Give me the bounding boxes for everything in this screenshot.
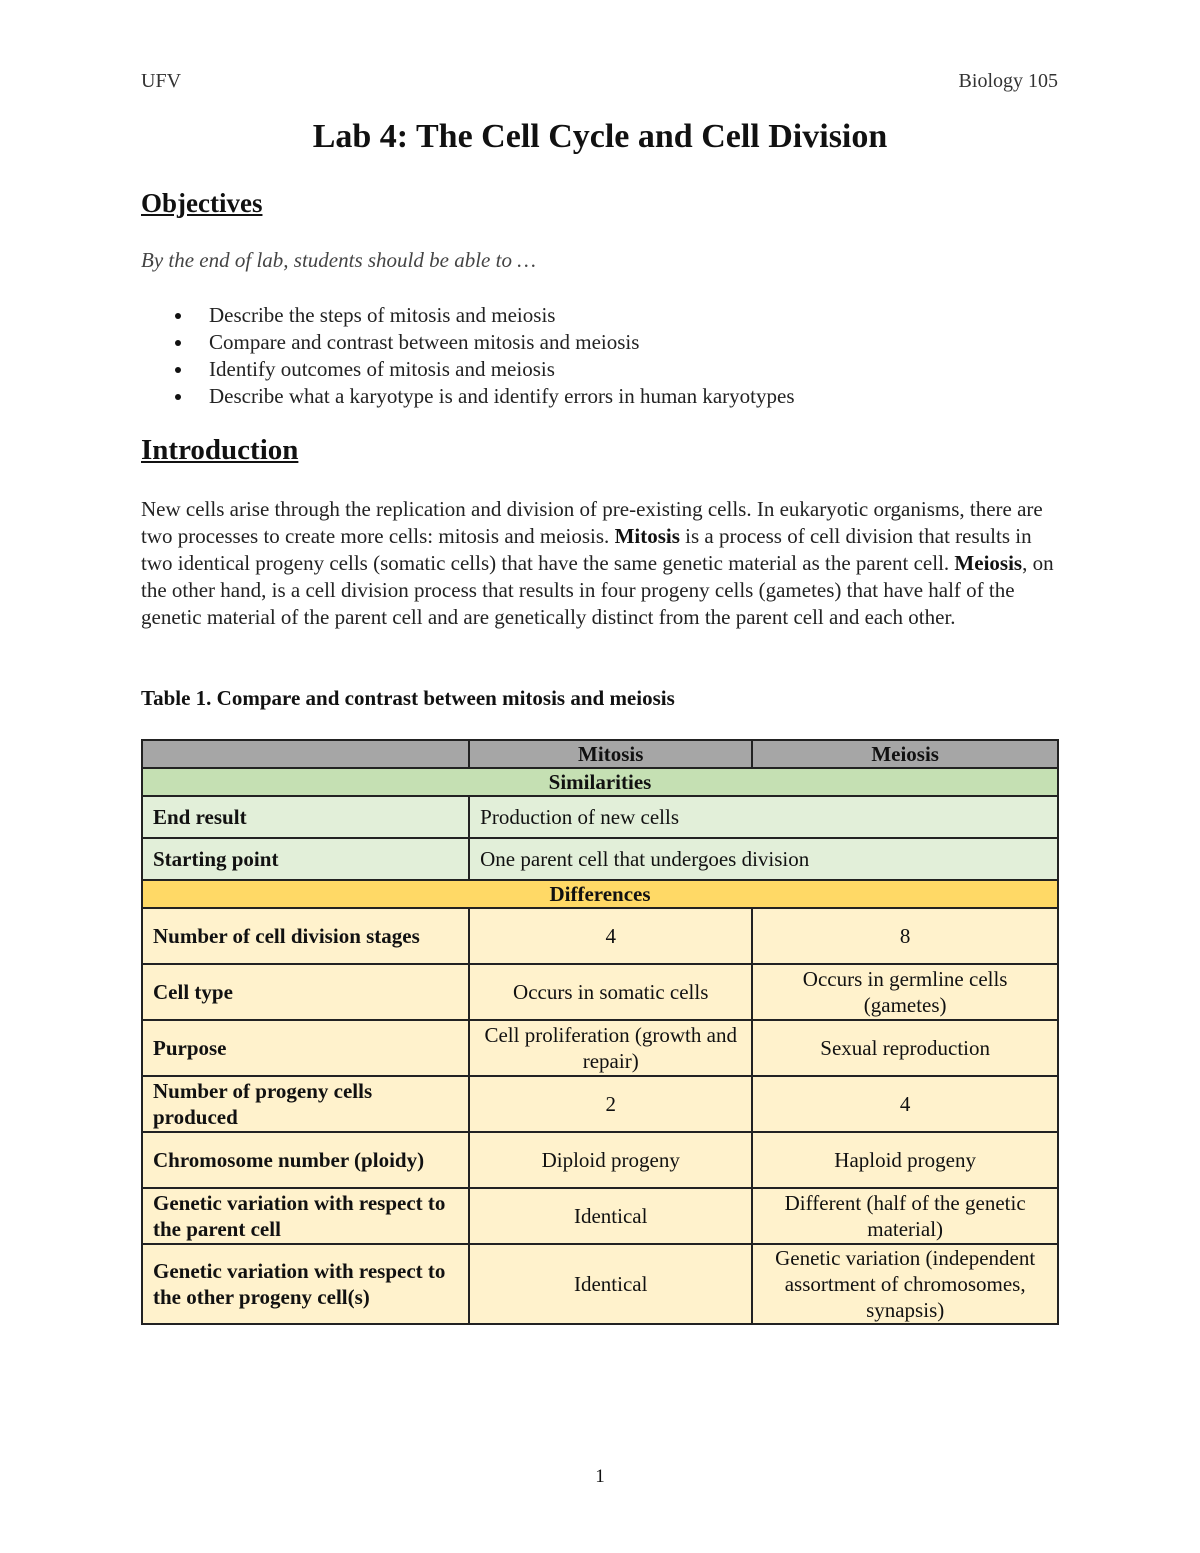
header-course-name: Biology 105: [958, 70, 1058, 92]
row-label: Chromosome number (ploidy): [142, 1132, 469, 1188]
table-header-row: [142, 740, 1058, 768]
page-title: Lab 4: The Cell Cycle and Cell Division: [312, 118, 888, 155]
objective-item: Compare and contrast between mitosis and meiosis: [141, 329, 795, 356]
table-row: [142, 796, 1058, 838]
header-course-org: UFV: [141, 70, 182, 92]
table-row: [142, 1188, 1058, 1244]
cell-mitosis: Occurs in somatic cells: [469, 964, 752, 1020]
introduction-paragraph: [141, 496, 1061, 631]
cell-meiosis: 4: [752, 1076, 1058, 1132]
table-row: [142, 1244, 1058, 1324]
table-row: [142, 1076, 1058, 1132]
row-label: Genetic variation with respect to the other progeny cell(s): [142, 1244, 469, 1324]
cell-mitosis: Identical: [469, 1244, 752, 1324]
header-meiosis: Meiosis: [752, 740, 1058, 768]
table-row: [142, 1132, 1058, 1188]
row-shared-value: One parent cell that undergoes division: [469, 838, 1058, 880]
table-row: [142, 1020, 1058, 1076]
section-differences: [142, 880, 1058, 908]
table-row: [142, 908, 1058, 964]
cell-meiosis: Sexual reproduction: [752, 1020, 1058, 1076]
objectives-heading: Objectives: [141, 188, 263, 218]
intro-text-2: is a process of cell division that results in two identical progeny cells (somatic cells) that have the same genetic material as the parent cell.: [141, 524, 1032, 575]
row-label: Purpose: [142, 1020, 469, 1076]
row-label: Number of progeny cells produced: [142, 1076, 469, 1132]
row-label: Number of cell division stages: [142, 908, 469, 964]
cell-mitosis: 2: [469, 1076, 752, 1132]
similarities-label: Similarities: [142, 768, 1058, 796]
table-caption: Table 1. Compare and contrast between mitosis and meiosis: [141, 686, 675, 710]
cell-meiosis: Genetic variation (independent assortment of chromosomes, synapsis): [752, 1244, 1058, 1324]
row-label: Starting point: [142, 838, 469, 880]
cell-mitosis: Identical: [469, 1188, 752, 1244]
intro-text-1: New cells arise through the replication and division of pre-existing cells. In eukaryotic organisms, there are two processes to create more cells: mitosis and meiosis.: [141, 497, 1043, 548]
cell-mitosis: Diploid progeny: [469, 1132, 752, 1188]
objectives-list: [141, 302, 795, 410]
cell-mitosis: 4: [469, 908, 752, 964]
intro-term-meiosis: Meiosis: [954, 551, 1023, 575]
objective-item: Describe what a karyotype is and identify errors in human karyotypes: [141, 383, 795, 410]
header-mitosis: Mitosis: [469, 740, 752, 768]
header-blank: [142, 740, 469, 768]
cell-meiosis: Occurs in germline cells (gametes): [752, 964, 1058, 1020]
comparison-table: [141, 739, 1059, 1325]
objectives-lead: By the end of lab, students should be able to …: [141, 248, 536, 272]
cell-mitosis: Cell proliferation (growth and repair): [469, 1020, 752, 1076]
row-shared-value: Production of new cells: [469, 796, 1058, 838]
intro-text-3: , on the other hand, is a cell division process that results in four progeny cells (gametes) that have half of the genetic material of the parent cell and are genetically distinct from the parent cell and each other.: [141, 551, 1054, 629]
differences-label: Differences: [142, 880, 1058, 908]
row-label: End result: [142, 796, 469, 838]
cell-meiosis: Different (half of the genetic material): [752, 1188, 1058, 1244]
objective-item: Identify outcomes of mitosis and meiosis: [141, 356, 795, 383]
row-label: Cell type: [142, 964, 469, 1020]
page-number: 1: [595, 1466, 605, 1487]
introduction-heading: Introduction: [141, 434, 299, 466]
table-row: [142, 838, 1058, 880]
cell-meiosis: 8: [752, 908, 1058, 964]
table-row: [142, 964, 1058, 1020]
row-label: Genetic variation with respect to the parent cell: [142, 1188, 469, 1244]
intro-term-mitosis: Mitosis: [614, 524, 680, 548]
section-similarities: [142, 768, 1058, 796]
cell-meiosis: Haploid progeny: [752, 1132, 1058, 1188]
objective-item: Describe the steps of mitosis and meiosis: [141, 302, 795, 329]
